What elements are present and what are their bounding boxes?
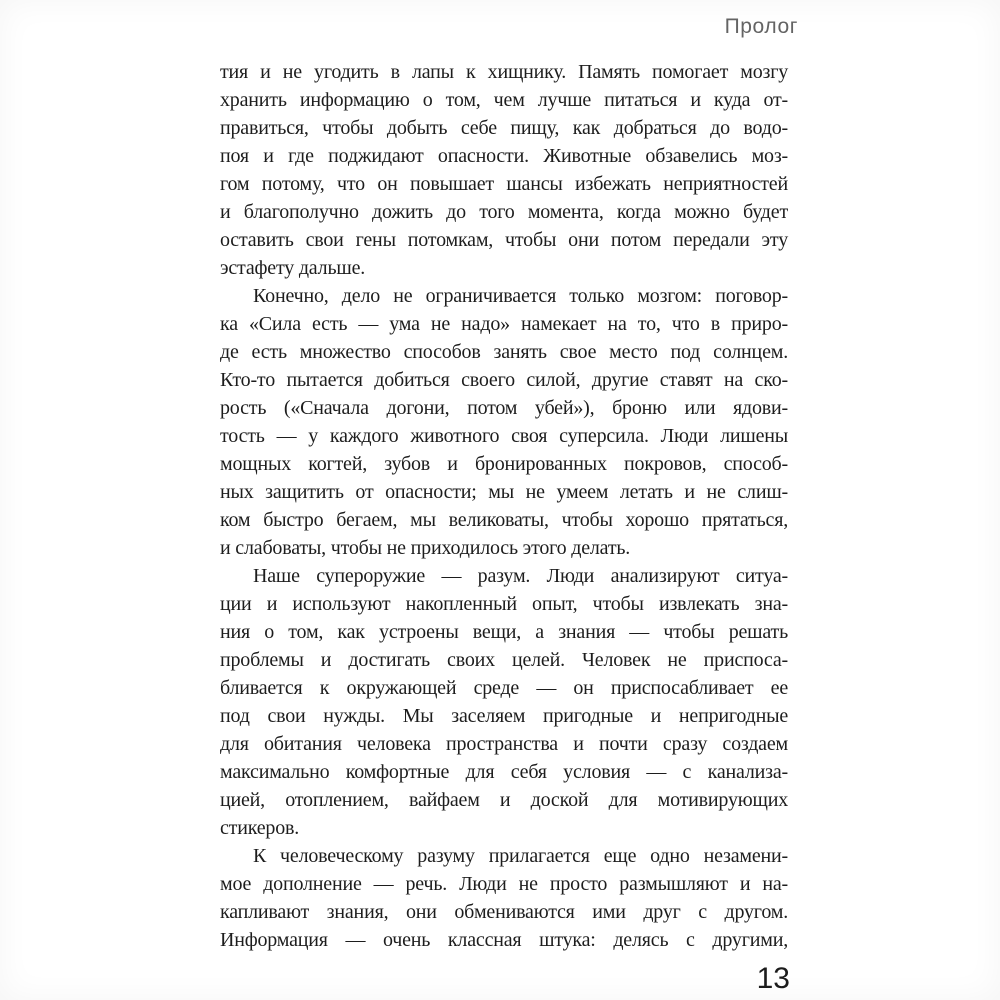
text-line: ком быстро бегаем, мы великоваты, чтобы хорошо прятаться, — [220, 509, 788, 531]
body-text-block — [220, 58, 788, 954]
text-line: тия и не угодить в лапы к хищнику. Память помогает мозгу — [220, 61, 788, 83]
text-line: цией, отоплением, вайфаем и доской для мотивирующих — [220, 789, 788, 811]
text-line: капливают знания, они обмениваются ими друг с другом. — [220, 901, 788, 923]
text-line: рость («Сначала догони, потом убей»), броню или ядови- — [220, 397, 788, 419]
text-line: Наше супероружие — разум. Люди анализируют ситуа- — [253, 565, 788, 587]
text-line: правиться, чтобы добыть себе пищу, как добраться до водо- — [220, 117, 788, 139]
text-line: К человеческому разуму прилагается еще одно незамени- — [253, 845, 788, 867]
text-line: ка «Сила есть — ума не надо» намекает на то, что в приро- — [220, 313, 788, 335]
text-line: мощных когтей, зубов и бронированных покровов, способ- — [220, 453, 788, 475]
text-line: проблемы и достигать своих целей. Человек не приспоса- — [220, 649, 788, 671]
text-line: ных защитить от опасности; мы не умеем летать и не слиш- — [220, 481, 788, 503]
text-line: бливается к окружающей среде — он приспосабливает ее — [220, 677, 788, 699]
text-line: оставить свои гены потомкам, чтобы они потом передали эту — [220, 229, 788, 251]
text-line: эстафету дальше. — [220, 257, 366, 279]
text-line: стикеров. — [220, 817, 300, 839]
text-line: мое дополнение — речь. Люди не просто размышляют и на- — [220, 873, 788, 895]
text-line: Кто-то пытается добиться своего силой, другие ставят на ско- — [220, 369, 788, 391]
text-line: под свои нужды. Мы заселяем пригодные и непригодные — [220, 705, 788, 727]
text-line: Информация — очень классная штука: делясь с другими, — [220, 929, 788, 951]
text-line: для обитания человека пространства и почти сразу создаем — [220, 733, 788, 755]
text-line: максимально комфортные для себя условия — с канализа- — [220, 761, 788, 783]
text-line: и благополучно дожить до того момента, когда можно будет — [220, 201, 788, 223]
text-line: гом потому, что он повышает шансы избежать неприятностей — [220, 173, 788, 195]
text-line: поя и где поджидают опасности. Животные обзавелись моз- — [220, 145, 788, 167]
text-line: Конечно, дело не ограничивается только мозгом: поговор- — [253, 285, 788, 307]
text-line: тость — у каждого животного своя суперсила. Люди лишены — [220, 425, 788, 447]
text-line: и слабоваты, чтобы не приходилось этого делать. — [220, 537, 631, 559]
text-line: хранить информацию о том, чем лучше питаться и куда от- — [220, 89, 788, 111]
text-line: ния о том, как устроены вещи, а знания — чтобы решать — [220, 621, 788, 643]
page-number: 13 — [756, 962, 790, 995]
text-line: ции и используют накопленный опыт, чтобы извлекать зна- — [220, 593, 788, 615]
running-header: Пролог — [724, 15, 798, 38]
text-line: де есть множество способов занять свое место под солнцем. — [220, 341, 788, 363]
